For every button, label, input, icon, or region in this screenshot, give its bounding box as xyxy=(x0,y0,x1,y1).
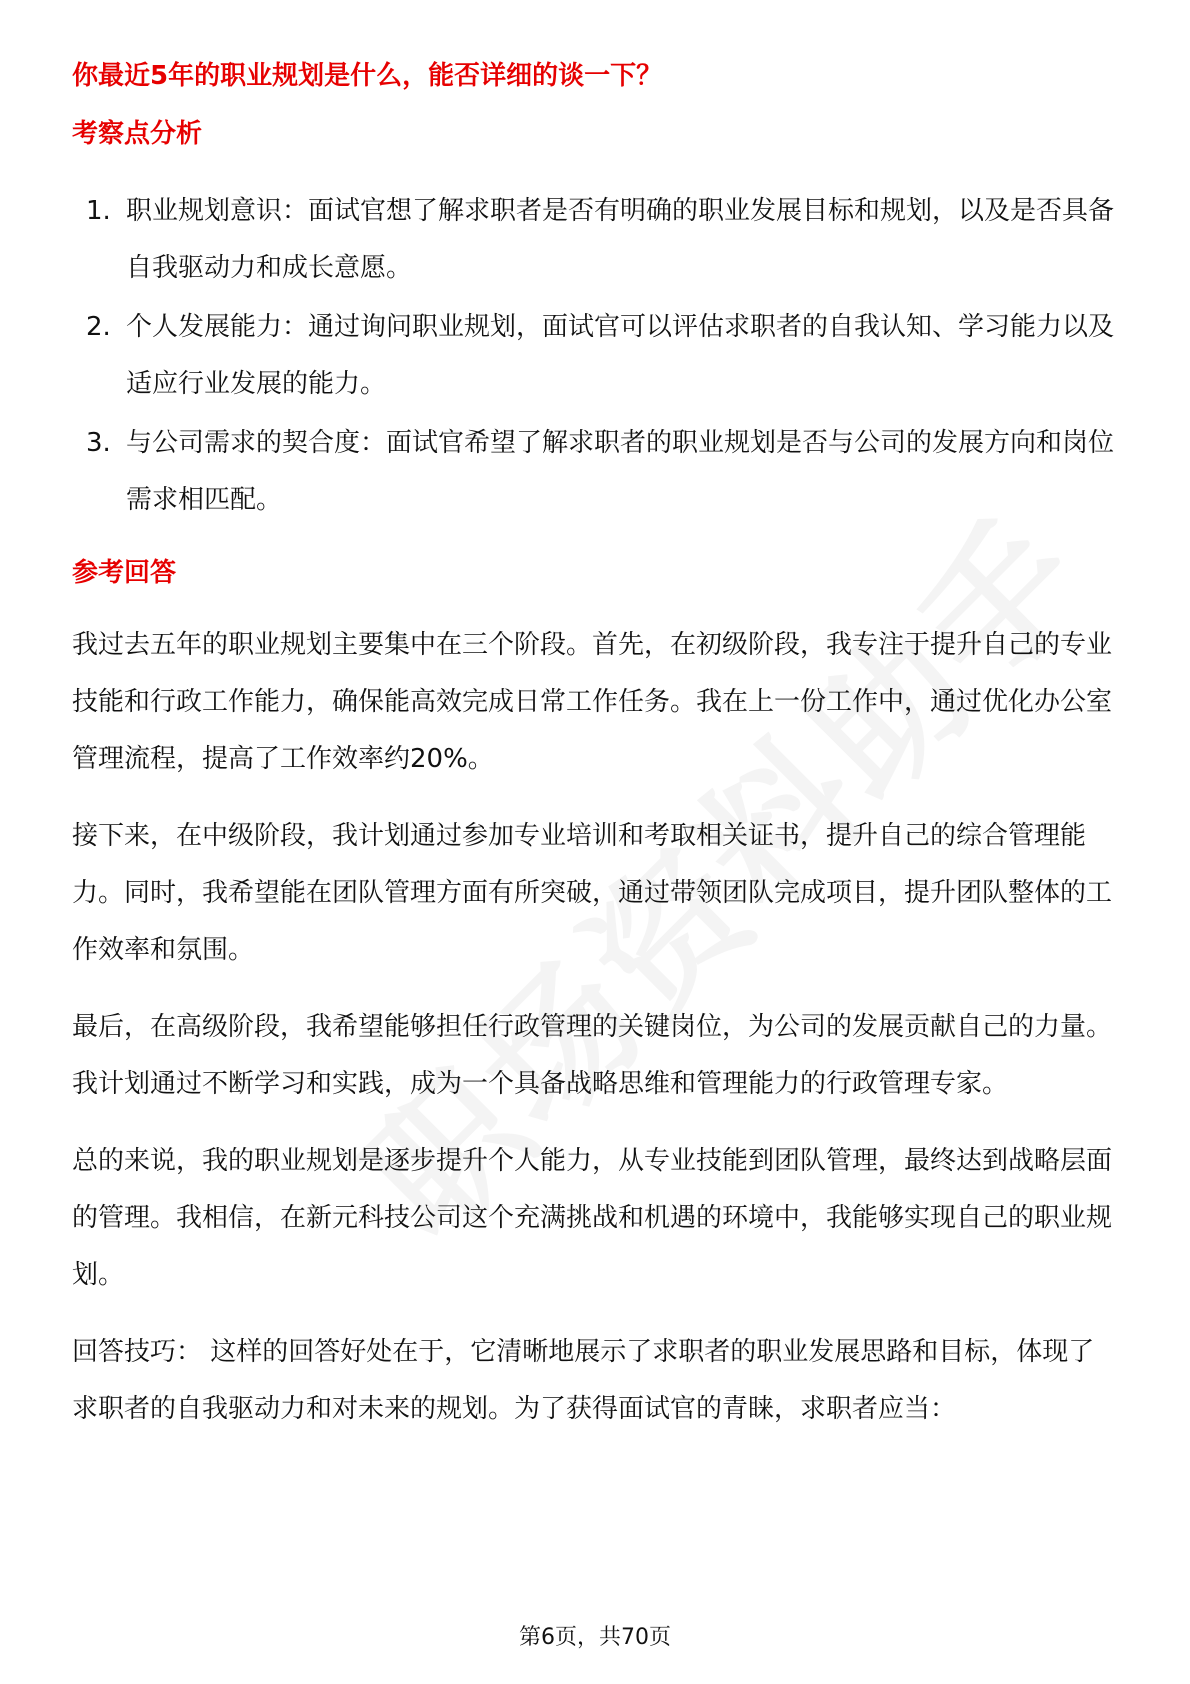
analysis-item xyxy=(72,415,1120,529)
analysis-list xyxy=(72,183,1120,529)
analysis-item-text: 职业规划意识：面试官想了解求职者是否有明确的职业发展目标和规划，以及是否具备自我驱动力和成长意愿。 xyxy=(126,195,1115,283)
analysis-title: 考察点分析 xyxy=(72,119,203,150)
question-heading: 你最近5年的职业规划是什么，能否详细的谈一下？ xyxy=(72,61,663,91)
analysis-item-text: 与公司需求的契合度：面试官希望了解求职者的职业规划是否与公司的发展方向和岗位需求相匹配。 xyxy=(126,427,1115,515)
answer-paragraph: 我过去五年的职业规划主要集中在三个阶段。首先，在初级阶段，我专注于提升自己的专业技能和行政工作能力，确保能高效完成日常工作任务。我在上一份工作中，通过优化办公室管理流程，提高了工作效率约20%。 xyxy=(72,630,1113,775)
analysis-item-text: 个人发展能力：通过询问职业规划，面试官可以评估求职者的自我认知、学习能力以及适应行业发展的能力。 xyxy=(126,311,1115,399)
analysis-item-number: 2. xyxy=(86,311,111,342)
document-page xyxy=(72,58,1120,1438)
analysis-item xyxy=(72,183,1120,297)
analysis-item-number: 1. xyxy=(86,195,111,226)
answer-paragraph: 总的来说，我的职业规划是逐步提升个人能力，从专业技能到团队管理，最终达到战略层面的管理。我相信，在新元科技公司这个充满挑战和机遇的环境中，我能够实现自己的职业规划。 xyxy=(72,1146,1113,1291)
answer-paragraph: 最后，在高级阶段，我希望能够担任行政管理的关键岗位，为公司的发展贡献自己的力量。我计划通过不断学习和实践，成为一个具备战略思维和管理能力的行政管理专家。 xyxy=(72,1012,1113,1100)
analysis-item xyxy=(72,299,1120,413)
answer-paragraph: 接下来，在中级阶段，我计划通过参加专业培训和考取相关证书，提升自己的综合管理能力。同时，我希望能在团队管理方面有所突破，通过带领团队完成项目，提升团队整体的工作效率和氛围。 xyxy=(72,821,1113,966)
analysis-item-number: 3. xyxy=(86,427,111,458)
answer-tips-paragraph: 回答技巧： 这样的回答好处在于，它清晰地展示了求职者的职业发展思路和目标，体现了求职者的自我驱动力和对未来的规划。为了获得面试官的青睐，求职者应当： xyxy=(72,1337,1095,1425)
answer-title: 参考回答 xyxy=(72,557,177,588)
page-footer: 第6页，共70页 xyxy=(519,1625,671,1650)
